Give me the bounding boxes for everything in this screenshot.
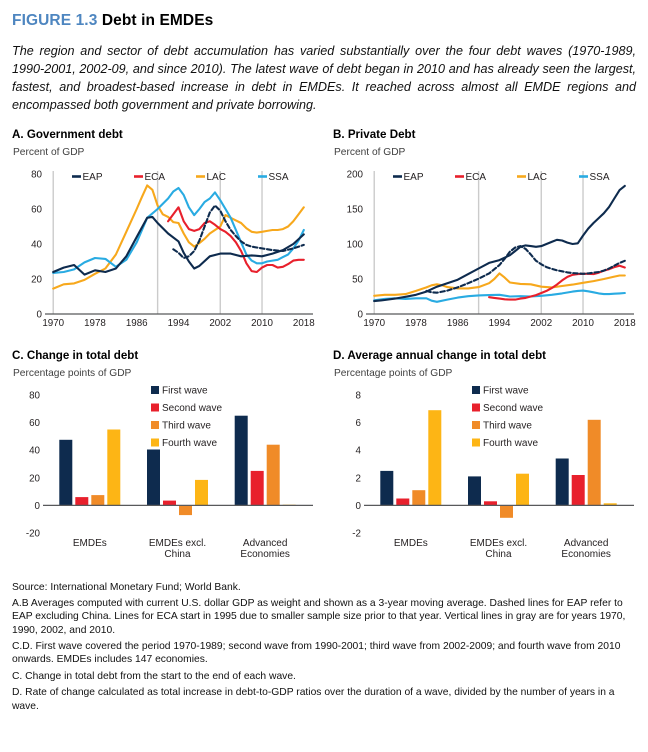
figure-summary: The region and sector of debt accumulation has varied substantially over the four debt waves (1970-1989, 1990-2001, 2002-09, and since 2010). The latest wave of debt began in 2010 and has already seen the largest, fastest, and broadest-based increase in debt in EMDEs. It reached across almost all EMDE regions and encompassed both government and private borrowing. xyxy=(12,44,636,112)
svg-text:2002: 2002 xyxy=(209,317,232,329)
svg-text:China: China xyxy=(164,548,191,560)
svg-text:1994: 1994 xyxy=(488,317,511,329)
svg-text:2002: 2002 xyxy=(530,317,553,329)
svg-text:SSA: SSA xyxy=(589,171,610,183)
panel-a xyxy=(12,115,315,336)
svg-text:1970: 1970 xyxy=(363,317,386,329)
svg-text:2: 2 xyxy=(355,472,361,484)
panel-a-title: A. Government debt xyxy=(12,127,123,141)
svg-text:150: 150 xyxy=(346,204,363,215)
svg-text:Percentage points of GDP: Percentage points of GDP xyxy=(13,367,132,379)
svg-text:SSA: SSA xyxy=(268,171,289,183)
svg-text:ECA: ECA xyxy=(144,171,166,183)
svg-text:China: China xyxy=(485,548,512,560)
svg-text:60: 60 xyxy=(29,417,40,429)
svg-text:100: 100 xyxy=(346,239,363,250)
svg-text:1986: 1986 xyxy=(446,317,469,329)
panel-b-title: B. Private Debt xyxy=(333,127,416,141)
svg-text:Percent of GDP: Percent of GDP xyxy=(13,146,85,158)
change-total-debt-bar-chart xyxy=(12,365,315,573)
figure-heading xyxy=(12,12,636,30)
svg-text:2018: 2018 xyxy=(613,317,636,329)
svg-text:2010: 2010 xyxy=(572,317,594,329)
svg-text:0: 0 xyxy=(36,309,42,320)
svg-text:First wave: First wave xyxy=(483,385,529,396)
svg-text:1986: 1986 xyxy=(125,317,148,329)
note-c: C. Change in total debt from the start to the end of each wave. xyxy=(12,670,296,682)
note-d: D. Rate of change calculated as total increase in debt-to-GDP ratios over the duration of a wave, divided by the number of years in a wave. xyxy=(12,687,615,712)
panel-d xyxy=(333,336,636,573)
svg-text:Percent of GDP: Percent of GDP xyxy=(334,146,406,158)
svg-text:50: 50 xyxy=(352,274,363,285)
svg-text:20: 20 xyxy=(29,472,40,484)
svg-text:EMDEs excl.: EMDEs excl. xyxy=(148,537,207,549)
svg-text:Economies: Economies xyxy=(561,548,611,560)
svg-text:LAC: LAC xyxy=(206,171,226,183)
svg-text:EMDEs: EMDEs xyxy=(393,537,428,549)
figure-title: Debt in EMDEs xyxy=(101,12,214,29)
svg-text:0: 0 xyxy=(34,500,40,512)
svg-text:1978: 1978 xyxy=(405,317,427,329)
svg-text:20: 20 xyxy=(31,274,42,285)
svg-text:1994: 1994 xyxy=(167,317,190,329)
panel-c-title: C. Change in total debt xyxy=(12,348,139,362)
source-note: Source: International Monetary Fund; World Bank. xyxy=(12,581,241,593)
svg-text:EAP: EAP xyxy=(82,171,103,183)
svg-text:-2: -2 xyxy=(352,528,361,539)
panel-b xyxy=(333,115,636,336)
government-debt-line-chart xyxy=(12,144,315,336)
svg-text:Advanced: Advanced xyxy=(242,537,288,549)
svg-text:Second wave: Second wave xyxy=(483,402,544,414)
svg-text:EMDEs excl.: EMDEs excl. xyxy=(469,537,528,549)
note-cd: C.D. First wave covered the period 1970-1989; second wave from 1990-2001; third wave from 2002-2009; and fourth wave from 2010 onwards. EMDEs includes 147 economies. xyxy=(12,641,621,666)
svg-text:80: 80 xyxy=(31,169,42,180)
svg-text:1978: 1978 xyxy=(84,317,106,329)
panels-grid xyxy=(12,115,636,573)
svg-text:40: 40 xyxy=(29,445,40,457)
svg-text:LAC: LAC xyxy=(527,171,547,183)
svg-text:First wave: First wave xyxy=(162,385,208,396)
svg-text:1970: 1970 xyxy=(42,317,65,329)
svg-text:Second wave: Second wave xyxy=(162,402,223,414)
figure-number: FIGURE 1.3 xyxy=(12,12,98,29)
svg-text:Economies: Economies xyxy=(240,548,290,560)
svg-text:Advanced: Advanced xyxy=(563,537,609,549)
svg-text:Fourth wave: Fourth wave xyxy=(483,437,539,449)
svg-text:0: 0 xyxy=(355,500,361,512)
svg-text:2010: 2010 xyxy=(251,317,273,329)
svg-text:-20: -20 xyxy=(25,528,40,539)
svg-text:4: 4 xyxy=(355,445,361,457)
svg-text:2018: 2018 xyxy=(292,317,315,329)
svg-text:60: 60 xyxy=(31,204,42,215)
svg-text:EMDEs: EMDEs xyxy=(72,537,107,549)
svg-text:8: 8 xyxy=(355,390,361,401)
footnotes xyxy=(12,581,636,713)
svg-text:80: 80 xyxy=(29,390,40,401)
svg-text:0: 0 xyxy=(357,309,363,320)
panel-c xyxy=(12,336,315,573)
svg-text:Percentage points of GDP: Percentage points of GDP xyxy=(334,367,453,379)
svg-text:Third wave: Third wave xyxy=(162,420,211,431)
panel-d-title: D. Average annual change in total debt xyxy=(333,348,547,362)
svg-text:Third wave: Third wave xyxy=(483,420,532,431)
svg-text:ECA: ECA xyxy=(465,171,487,183)
avg-annual-change-bar-chart xyxy=(333,365,636,573)
note-ab: A.B Averages computed with current U.S. dollar GDP as weight and shown as a 3-year moving average. Dashed lines for EAP refer to EAP excluding China. Lines for ECA start in 1995 due to smaller sample size prior to that year. Vertical lines in gray are for years 1970, 1990, 2002, and 2010. xyxy=(12,597,626,636)
svg-text:6: 6 xyxy=(355,417,361,429)
svg-text:Fourth wave: Fourth wave xyxy=(162,437,218,449)
svg-text:200: 200 xyxy=(346,169,363,180)
svg-text:EAP: EAP xyxy=(403,171,424,183)
private-debt-line-chart xyxy=(333,144,636,336)
svg-text:40: 40 xyxy=(31,239,42,250)
